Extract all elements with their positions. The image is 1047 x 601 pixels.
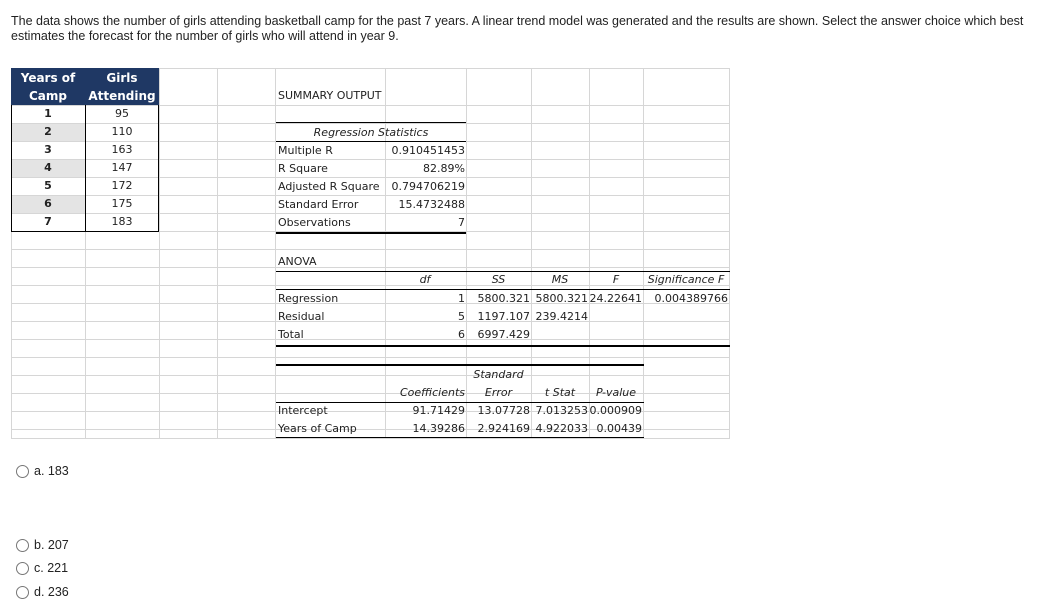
radio-icon[interactable]	[16, 539, 29, 552]
anova-row-ss: 6997.429	[477, 328, 530, 341]
table-row-year: 5	[44, 179, 52, 192]
table-row-girls: 183	[111, 215, 133, 228]
anova-header-df: df	[419, 273, 431, 286]
table-row-girls: 95	[115, 107, 129, 120]
reg-stat-value: 82.89%	[423, 162, 465, 175]
reg-stat-value: 0.910451453	[391, 144, 465, 157]
table-row-year: 6	[44, 197, 52, 210]
table-row-year: 7	[44, 215, 52, 228]
option-label: a. 183	[34, 464, 69, 478]
coef-header-se-line1: Standard	[473, 368, 524, 381]
reg-stat-value: 0.794706219	[391, 180, 465, 193]
anova-header-f: F	[612, 273, 620, 286]
coef-row-se: 13.07728	[477, 404, 530, 417]
coef-row-se: 2.924169	[477, 422, 530, 435]
anova-row-label: Residual	[278, 310, 325, 323]
coef-row-p: 0.000909	[589, 404, 642, 417]
reg-stat-value: 15.4732488	[398, 198, 465, 211]
reg-stat-value: 7	[458, 216, 465, 229]
option-d[interactable]	[16, 584, 69, 600]
anova-row-df: 1	[458, 292, 465, 305]
coef-row-label: Years of Camp	[278, 422, 357, 435]
summary-title: SUMMARY OUTPUT	[278, 89, 382, 102]
anova-row-ms: 5800.321	[535, 292, 588, 305]
anova-row-f: 24.22641	[589, 292, 642, 305]
anova-header-sig: Significance F	[647, 273, 725, 286]
header-years-line2: Camp	[29, 89, 67, 103]
coef-row-t: 4.922033	[535, 422, 588, 435]
anova-row-sig: 0.004389766	[654, 292, 728, 305]
reg-stat-label: R Square	[278, 162, 328, 175]
anova-row-ss: 1197.107	[477, 310, 530, 323]
radio-icon[interactable]	[16, 562, 29, 575]
coef-row-coef: 91.71429	[412, 404, 465, 417]
anova-title: ANOVA	[278, 255, 317, 268]
option-a[interactable]	[16, 463, 69, 479]
coef-row-p: 0.00439	[596, 422, 642, 435]
spreadsheet-image	[11, 68, 730, 439]
option-label: c. 221	[34, 561, 69, 575]
reg-stat-label: Standard Error	[278, 198, 359, 211]
anova-row-ms: 239.4214	[535, 310, 588, 323]
coef-header-t: t Stat	[544, 386, 576, 399]
table-row-year: 3	[44, 143, 52, 156]
anova-row-df: 5	[458, 310, 465, 323]
table-row-girls: 110	[111, 125, 133, 138]
anova-row-ss: 5800.321	[477, 292, 530, 305]
anova-header-ms: MS	[551, 273, 569, 286]
anova-row-df: 6	[458, 328, 465, 341]
anova-row-label: Total	[278, 328, 304, 341]
coef-row-label: Intercept	[278, 404, 328, 417]
table-row-year: 1	[44, 107, 52, 120]
header-girls-line1: Girls	[106, 71, 138, 85]
option-b[interactable]	[16, 537, 69, 553]
reg-stat-label: Adjusted R Square	[278, 180, 380, 193]
header-years-line1: Years of	[20, 71, 76, 85]
reg-stat-label: Multiple R	[278, 144, 333, 157]
table-row-girls: 175	[111, 197, 133, 210]
coef-header-coef: Coefficients	[399, 386, 465, 399]
reg-stats-title: Regression Statistics	[313, 126, 429, 139]
reg-stat-label: Observations	[278, 216, 351, 229]
coef-row-coef: 14.39286	[412, 422, 465, 435]
coef-header-p: P-value	[595, 386, 637, 399]
option-label: b. 207	[34, 538, 69, 552]
table-row-year: 4	[44, 161, 52, 174]
anova-header-ss: SS	[491, 273, 506, 286]
table-row-year: 2	[44, 125, 52, 138]
option-label: d. 236	[34, 585, 69, 599]
header-girls-line2: Attending	[88, 89, 156, 103]
table-row-girls: 172	[111, 179, 133, 192]
anova-row-label: Regression	[278, 292, 339, 305]
coef-header-se-line2: Error	[484, 386, 513, 399]
radio-icon[interactable]	[16, 465, 29, 478]
table-row-girls: 147	[111, 161, 133, 174]
option-c[interactable]	[16, 560, 68, 576]
coef-row-t: 7.013253	[535, 404, 588, 417]
question-text: The data shows the number of girls attending basketball camp for the past 7 years. A linear trend model was generated and the results are shown. Select the answer choice which best estimates the forecast for the number of girls who will attend in year 9.	[11, 14, 1024, 43]
radio-icon[interactable]	[16, 586, 29, 599]
table-row-girls: 163	[111, 143, 133, 156]
